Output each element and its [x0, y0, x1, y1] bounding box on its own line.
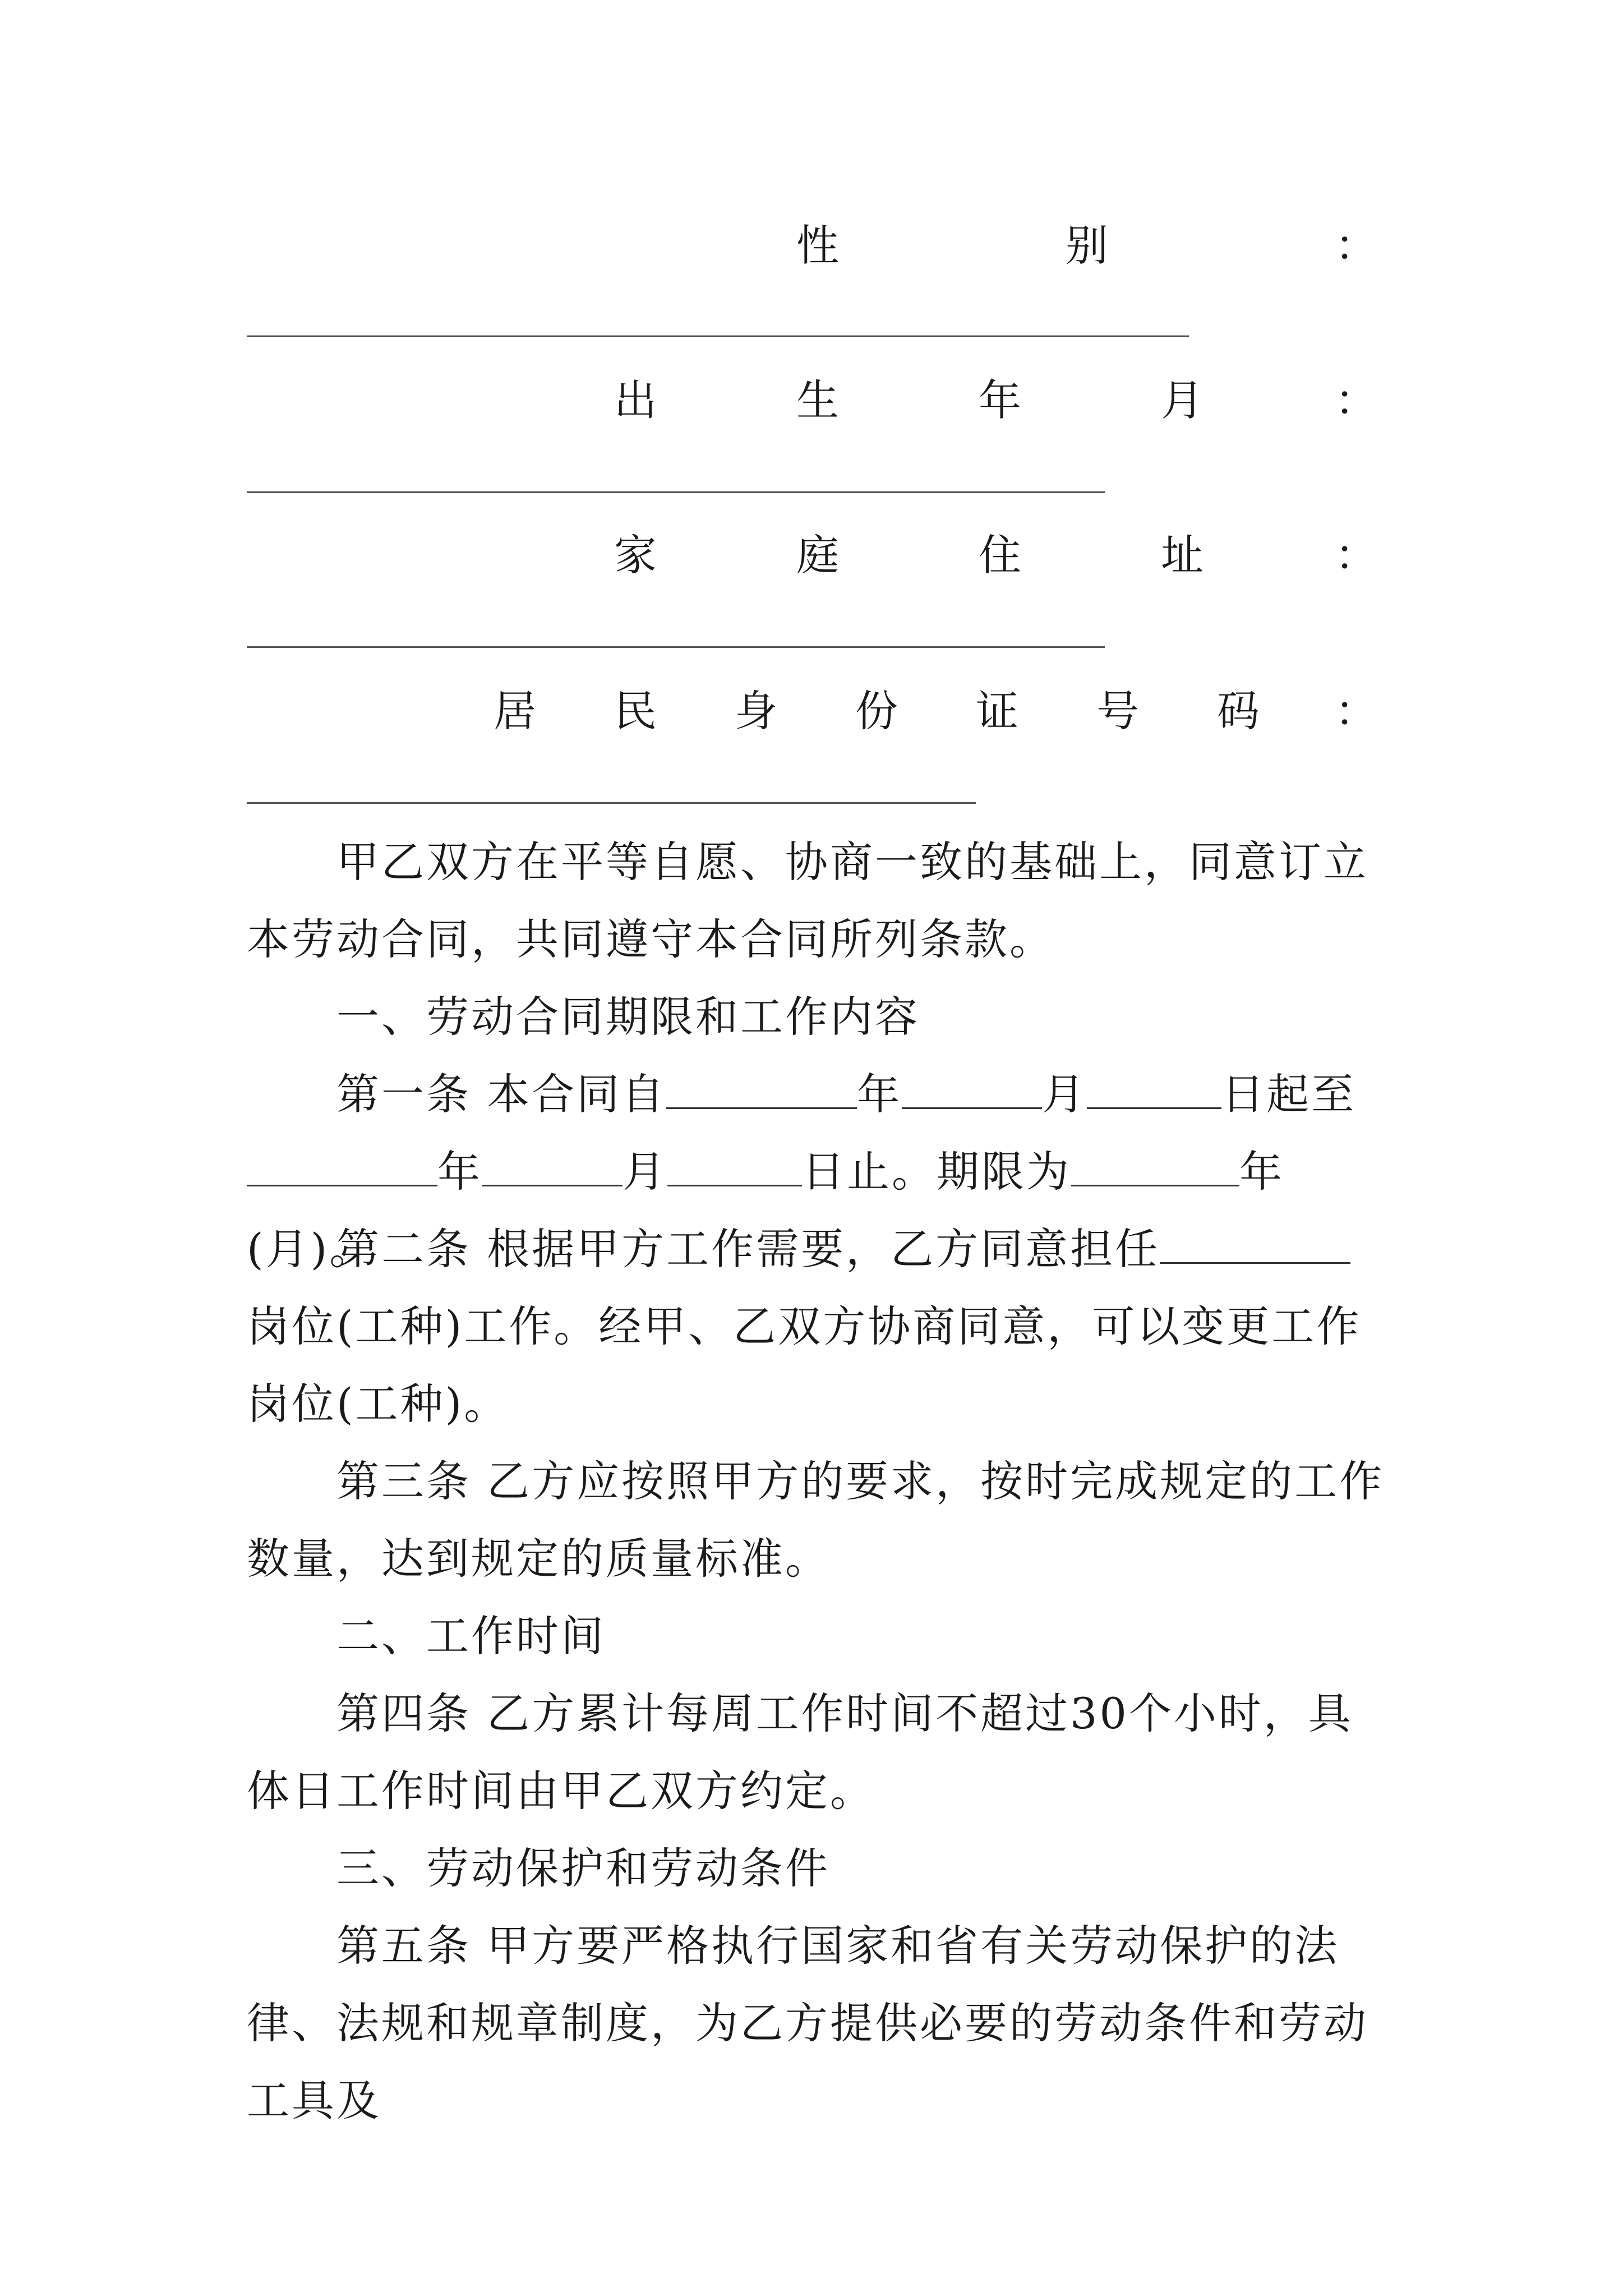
id-char-7: 码: [1217, 686, 1260, 736]
id-number-blank-line: [247, 802, 976, 804]
id-char-6: 号: [1096, 686, 1139, 736]
birth-blank-line: [247, 491, 1105, 493]
start-day-blank: [1087, 1070, 1221, 1109]
position-blank: [1160, 1225, 1350, 1264]
gender-char-2: 别: [1066, 220, 1108, 270]
start-year-label: 年: [857, 1069, 902, 1119]
weekly-hours-value: 30: [1070, 1688, 1129, 1738]
section-3-heading: 三、劳动保护和劳动条件: [336, 1843, 830, 1893]
birth-char-4: 月: [1161, 375, 1204, 425]
id-char-3: 身: [735, 686, 777, 736]
gender-blank-line: [247, 335, 1189, 337]
article-3-paragraph: 第三条 乙方应按照甲方的要求，按时完成规定的工作数量，达到规定的质量标准。: [247, 1456, 1385, 1584]
article-2-tail: 岗位(工种)工作。经甲、乙双方协商同意，可以变更工作岗位(工种)。: [247, 1301, 1362, 1429]
section-2-heading: 二、工作时间: [336, 1611, 606, 1661]
article-1-tail: 年(月)。: [247, 1147, 1284, 1274]
end-year-blank: [247, 1148, 437, 1186]
start-day-label: 日起至: [1221, 1069, 1357, 1119]
address-char-4: 址: [1161, 530, 1204, 580]
gender-field-label: [247, 218, 1380, 274]
end-day-blank: [667, 1148, 802, 1186]
id-char-1: 居: [494, 686, 536, 736]
article-2-prefix: 第二条 根据甲方工作需要，乙方同意担任: [336, 1224, 1160, 1274]
address-char-3: 住: [979, 530, 1021, 580]
end-year-label: 年: [437, 1147, 482, 1197]
birth-char-3: 年: [979, 375, 1021, 425]
end-month-blank: [482, 1148, 623, 1186]
article-4-paragraph: [247, 1675, 1385, 1830]
article-4-prefix: 第四条 乙方累计每周工作时间不超过: [336, 1688, 1071, 1738]
end-month-label: 月: [623, 1147, 667, 1197]
id-char-2: 民: [614, 686, 657, 736]
article-1-prefix: 第一条 本合同自: [336, 1069, 667, 1119]
address-field-label: [247, 527, 1380, 583]
birth-field-label: [247, 372, 1380, 429]
section-1-heading: 一、劳动合同期限和工作内容: [336, 992, 920, 1042]
start-year-blank: [666, 1070, 857, 1109]
intro-paragraph: 甲乙双方在平等自愿、协商一致的基础上，同意订立本劳动合同，共同遵守本合同所列条款。: [247, 837, 1368, 964]
address-char-2: 庭: [796, 530, 839, 580]
address-colon: ：: [1335, 530, 1377, 580]
birth-char-2: 生: [796, 375, 839, 425]
gender-char-1: 性: [796, 220, 839, 270]
article-4-tail: 个小时，具体日工作时间由甲乙双方约定。: [247, 1688, 1353, 1816]
address-blank-line: [247, 646, 1105, 648]
id-number-field-label: [247, 683, 1380, 739]
article-2-paragraph: [247, 1211, 1385, 1443]
end-day-label: 日止。期限为: [802, 1147, 1071, 1197]
birth-colon: ：: [1335, 375, 1377, 425]
birth-char-1: 出: [614, 375, 657, 425]
article-5-paragraph: 第五条 甲方要严格执行国家和省有关劳动保护的法律、法规和规章制度，为乙方提供必要的劳动条件和劳动工具及: [247, 1921, 1368, 2125]
gender-colon: ：: [1335, 220, 1377, 270]
id-char-5: 证: [976, 686, 1018, 736]
start-month-blank: [902, 1070, 1042, 1109]
id-char-4: 份: [855, 686, 898, 736]
address-char-1: 家: [614, 530, 657, 580]
id-colon: ：: [1335, 686, 1377, 736]
term-blank: [1071, 1148, 1239, 1186]
start-month-label: 月: [1042, 1069, 1087, 1119]
